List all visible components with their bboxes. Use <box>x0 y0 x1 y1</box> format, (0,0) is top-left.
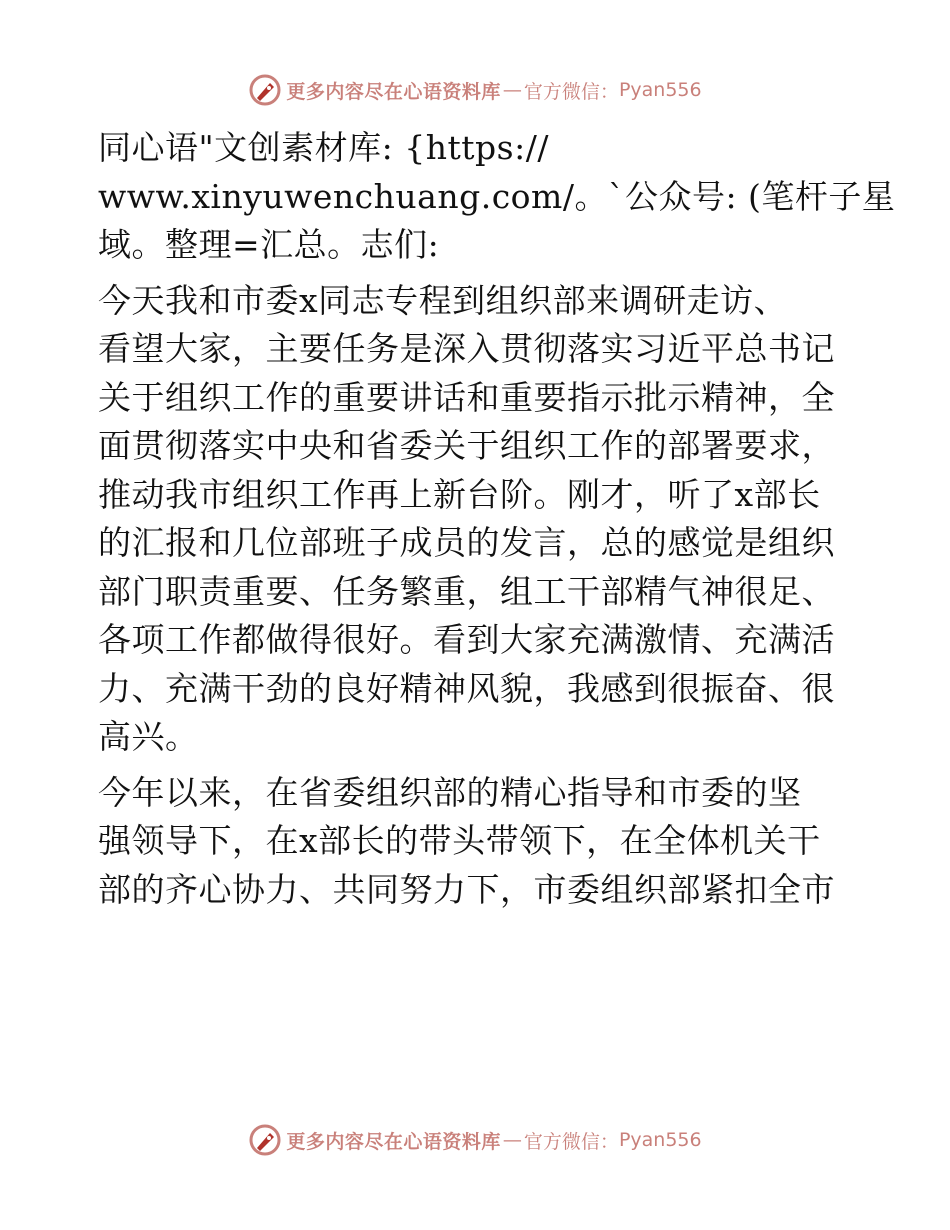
text-line: 高兴。 <box>98 717 199 756</box>
watermark-dash: — <box>502 79 522 101</box>
text-line: www.xinyuwenchuang.com/。`公众号: (笔杆子星 <box>98 176 896 216</box>
paragraph-this-year <box>98 769 848 915</box>
text-line: 今年以来，在省委组织部的精心指导和市委的坚 <box>98 772 802 812</box>
text-line: 各项工作都做得很好。看到大家充满激情、充满活 <box>98 620 835 659</box>
pen-nib-logo-icon <box>248 73 282 107</box>
footer-watermark <box>0 1120 950 1160</box>
text-line: 部的齐心协力、共同努力下，市委组织部紧扣全市 <box>98 869 835 909</box>
paragraph-intro <box>98 124 896 270</box>
pen-nib-logo-icon <box>248 1123 282 1157</box>
paragraph-visit <box>98 277 848 762</box>
watermark-wechat-label: 官方微信： <box>523 80 619 103</box>
text-line: 域。整理=汇总。志们: <box>98 225 440 264</box>
text-line: 力、充满干劲的良好精神风貌，我感到很振奋、很 <box>98 668 835 708</box>
text-line: 看望大家，主要任务是深入贯彻落实习近平总书记 <box>98 329 835 368</box>
watermark-text: 更多内容尽在心语资料库 <box>286 80 501 103</box>
text-line: 面贯彻落实中央和省委关于组织工作的部署要求， <box>98 426 835 465</box>
watermark-wechat-id: Pyan556 <box>618 79 702 101</box>
text-line: 强领导下，在x部长的带头带领下，在全体机关干 <box>98 821 821 860</box>
text-line: 的汇报和几位部班子成员的发言，总的感觉是组织 <box>98 523 835 562</box>
text-line: 推动我市组织工作再上新台阶。刚才，听了x部长 <box>98 474 821 514</box>
watermark-wechat-id: Pyan556 <box>618 1129 702 1151</box>
watermark-wechat-label: 官方微信： <box>523 1130 619 1153</box>
text-line: 今天我和市委x同志专程到组织部来调研走访、 <box>98 280 788 320</box>
text-line: 关于组织工作的重要讲话和重要指示批示精神，全 <box>98 377 835 417</box>
watermark-dash: — <box>502 1129 522 1151</box>
text-line: 部门职责重要、任务繁重，组工干部精气神很足、 <box>98 571 835 611</box>
text-line: 同心语"文创素材库: {https:// <box>98 128 549 167</box>
header-watermark <box>0 70 950 110</box>
document-body <box>98 124 896 921</box>
watermark-text: 更多内容尽在心语资料库 <box>286 1130 501 1153</box>
